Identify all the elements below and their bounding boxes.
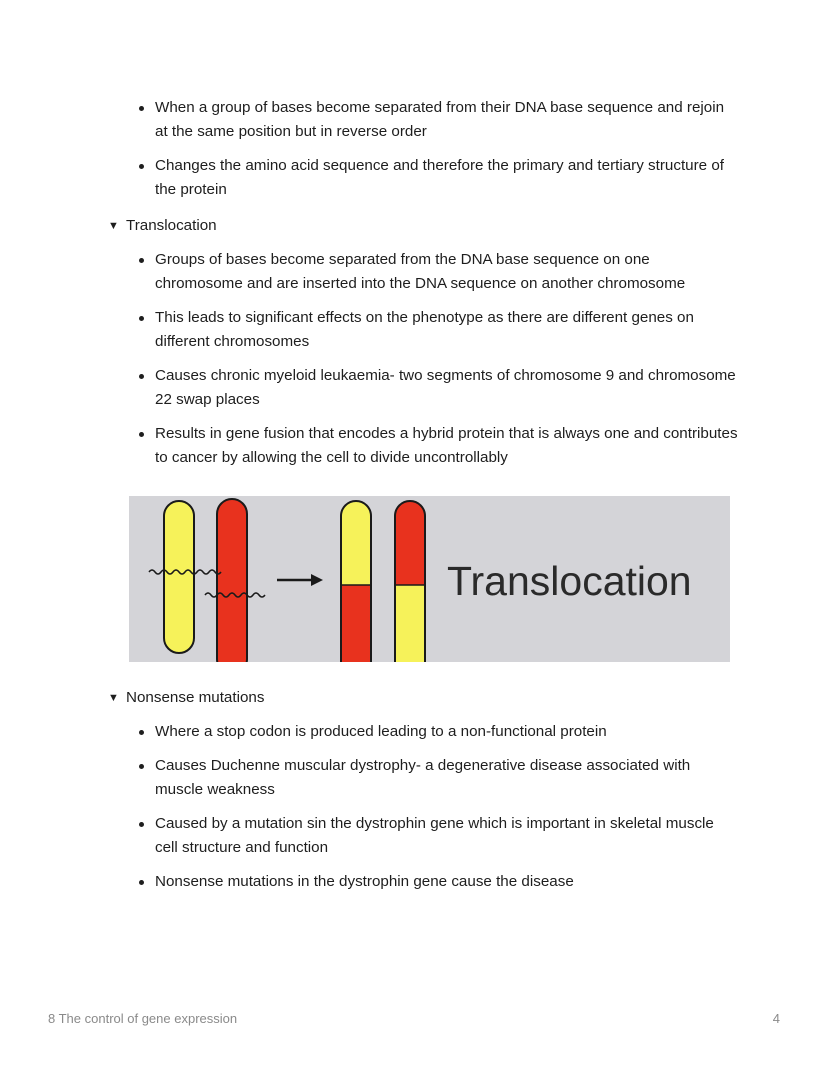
chromosome-red-left xyxy=(217,499,247,662)
list-item: This leads to significant effects on the phenotype as there are different genes on different chromosomes xyxy=(138,306,738,354)
list-item: Where a stop codon is produced leading to a non-functional protein xyxy=(138,720,738,744)
figure-label: Translocation xyxy=(447,558,692,604)
toggle-heading-label: Nonsense mutations xyxy=(126,689,265,706)
footer-title: 8 The control of gene expression xyxy=(48,1011,238,1026)
toggle-nonsense-mutations[interactable] xyxy=(108,686,264,710)
list-item: Caused by a mutation sin the dystrophin gene which is important in skeletal muscle cell structure and function xyxy=(138,812,738,860)
arrow-icon xyxy=(311,574,323,586)
chromosome-yellow-red-right xyxy=(341,501,371,662)
toggle-translocation[interactable] xyxy=(108,214,217,238)
triangle-down-icon: ▼ xyxy=(108,692,119,704)
list-item: Results in gene fusion that encodes a hybrid protein that is always one and contributes to cancer by allowing the cell to divide uncontrollably xyxy=(138,422,738,470)
list-item: Causes Duchenne muscular dystrophy- a degenerative disease associated with muscle weakness xyxy=(138,754,738,802)
triangle-down-icon: ▼ xyxy=(108,220,119,232)
list-item: Groups of bases become separated from the DNA base sequence on one chromosome and are inserted into the DNA sequence on another chromosome xyxy=(138,248,738,296)
translocation-diagram xyxy=(129,496,730,662)
list-item: Nonsense mutations in the dystrophin gene cause the disease xyxy=(138,870,738,894)
chromosome-yellow-left xyxy=(164,501,194,653)
translocation-bullet-list xyxy=(138,248,738,480)
list-item: Changes the amino acid sequence and therefore the primary and tertiary structure of the protein xyxy=(138,154,738,202)
inversion-bullet-list xyxy=(138,96,738,212)
page-number: 4 xyxy=(772,1011,780,1026)
list-item: Causes chronic myeloid leukaemia- two segments of chromosome 9 and chromosome 22 swap places xyxy=(138,364,738,412)
toggle-heading-label: Translocation xyxy=(126,217,217,234)
chromosome-red-yellow-right xyxy=(395,501,425,662)
nonsense-bullet-list xyxy=(138,720,738,904)
list-item: When a group of bases become separated from their DNA base sequence and rejoin at the same position but in reverse order xyxy=(138,96,738,144)
translocation-figure xyxy=(129,496,730,662)
